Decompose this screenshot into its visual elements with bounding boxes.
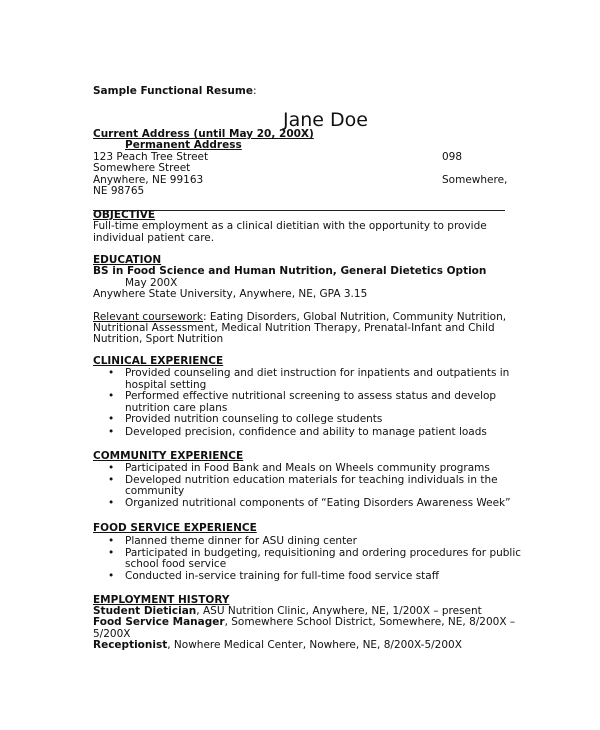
objective-text: Full-time employment as a clinical dietitian with the opportunity to provide (93, 220, 487, 232)
address-line: NE 98765 (93, 185, 145, 197)
coursework-line: Relevant coursework: Eating Disorders, Global Nutrition, Community Nutrition, (93, 311, 507, 323)
address-line: Anywhere, NE 99163 (93, 174, 204, 186)
objective-heading: OBJECTIVE (93, 209, 156, 221)
coursework-label: Relevant coursework (93, 311, 203, 323)
coursework-line: Nutrition, Sport Nutrition (93, 333, 224, 345)
candidate-name: Jane Doe (283, 109, 368, 131)
job-entry: Receptionist, Nowhere Medical Center, Nowhere, NE, 8/200X-5/200X (93, 639, 462, 651)
list-item: • Participated in Food Bank and Meals on Wheels community programs (93, 463, 511, 475)
list-item: • Planned theme dinner for ASU dining center (93, 536, 521, 548)
document-label: Sample Functional Resume: (93, 85, 257, 97)
permanent-address-heading: Permanent Address (125, 139, 242, 151)
objective-text: individual patient care. (93, 232, 215, 244)
job-entry: Food Service Manager, Somewhere School District, Somewhere, NE, 8/200X – (93, 616, 516, 628)
community-heading: COMMUNITY EXPERIENCE (93, 450, 244, 462)
school: Anywhere State University, Anywhere, NE, GPA 3.15 (93, 288, 368, 300)
clinical-heading: CLINICAL EXPERIENCE (93, 355, 224, 367)
address-line: 123 Peach Tree Street (93, 151, 209, 163)
graduation-date: May 200X (125, 277, 178, 289)
job-entry-wrap: 5/200X (93, 628, 131, 640)
food-service-heading: FOOD SERVICE EXPERIENCE (93, 522, 257, 534)
job-entry: Student Dietician, ASU Nutrition Clinic, Anywhere, NE, 1/200X – present (93, 605, 482, 617)
job-title: Receptionist (93, 639, 168, 651)
education-heading: EDUCATION (93, 254, 162, 266)
list-item: • Developed nutrition education materials for teaching individuals in the community (93, 475, 511, 498)
list-item: • Provided nutrition counseling to college students (93, 414, 509, 426)
job-title: Food Service Manager (93, 616, 225, 628)
employment-heading: EMPLOYMENT HISTORY (93, 594, 230, 606)
list-item: • Developed precision, confidence and ability to manage patient loads (93, 427, 509, 439)
address-right: 098 (442, 151, 463, 163)
address-line: Somewhere Street (93, 162, 191, 174)
list-item: • Performed effective nutritional screening to assess status and develop nutrition care plans (93, 391, 509, 414)
list-item: • Organized nutritional components of “Eating Disorders Awareness Week” (93, 498, 511, 510)
degree: BS in Food Science and Human Nutrition, General Dietetics Option (93, 265, 487, 277)
address-right: Somewhere, (442, 174, 508, 186)
list-item: • Provided counseling and diet instruction for inpatients and outpatients in hospital setting (93, 368, 509, 391)
job-title: Student Dietician (93, 605, 197, 617)
food-service-list (93, 536, 521, 582)
clinical-list (93, 368, 509, 439)
community-list (93, 463, 511, 509)
current-address-heading: Current Address (until May 20, 200X) (93, 128, 314, 140)
list-item: • Participated in budgeting, requisitioning and ordering procedures for public school food service (93, 548, 521, 571)
list-item: • Conducted in-service training for full-time food service staff (93, 571, 521, 583)
coursework-line: Nutritional Assessment, Medical Nutrition Therapy, Prenatal-Infant and Child (93, 322, 495, 334)
